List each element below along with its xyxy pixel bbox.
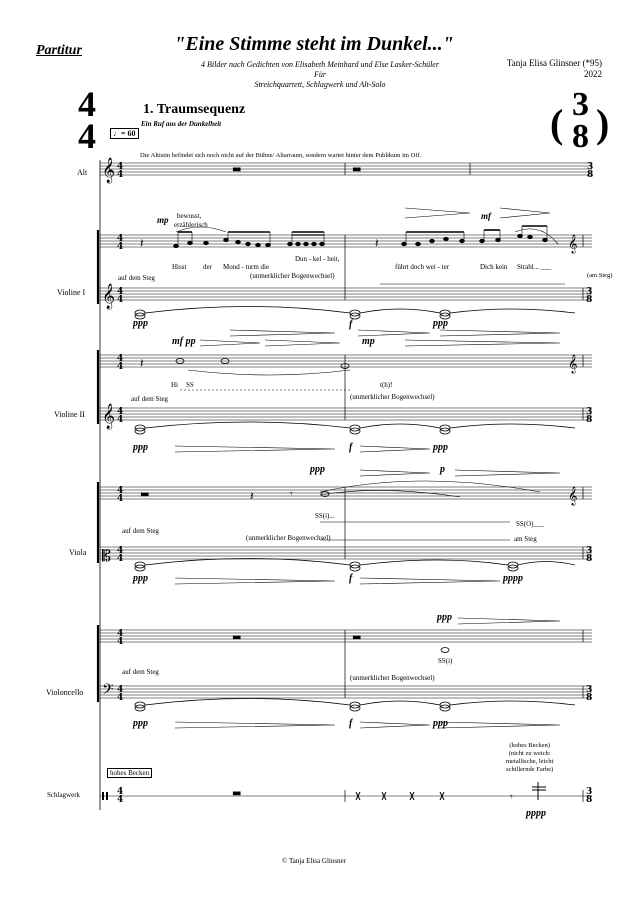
svg-text:𝄾: 𝄾 bbox=[510, 792, 513, 803]
svg-text:8: 8 bbox=[586, 415, 593, 425]
instrument-name-percussion: Schlagwerk bbox=[47, 791, 81, 799]
svg-text:▬: ▬ bbox=[140, 489, 150, 500]
alt-instruction: Die Altistin befindet sich noch nicht auf der Bühne/ Altarraum, sondern wartet hinter dem Publikum im Off. bbox=[140, 152, 422, 159]
copyright-footer: © Tanja Elisa Glinsner bbox=[282, 857, 346, 865]
cello-dyn-ppp: ppp bbox=[133, 718, 148, 729]
v2-dyn-mp: mp bbox=[362, 336, 375, 347]
v1-dyn-mp: mp bbox=[157, 215, 169, 225]
section-title: 1. Traumsequenz bbox=[143, 102, 246, 117]
v1-dyn-f: f bbox=[349, 319, 353, 330]
percussion-note-line: metallische, leicht bbox=[506, 758, 554, 765]
viola-bogen: (unmerklicher Bogenwechsel) bbox=[246, 534, 331, 542]
v1-lyric: Dun - kel - heit, bbox=[295, 255, 340, 263]
hairpins-and-slurs bbox=[175, 208, 565, 728]
instrument-name-cello: Violoncello bbox=[46, 688, 84, 697]
viola-upper-staff bbox=[100, 487, 592, 499]
svg-text:8: 8 bbox=[586, 693, 593, 703]
piece-title: "Eine Stimme steht im Dunkel..." bbox=[174, 33, 454, 55]
cello-ss: SS(i) bbox=[438, 657, 453, 665]
svg-text:8: 8 bbox=[587, 170, 594, 180]
v1-dyn-mf: mf bbox=[481, 211, 491, 221]
svg-text:𝄞: 𝄞 bbox=[568, 354, 578, 373]
v2-bogen: (unmerklicher Bogenwechsel) bbox=[350, 393, 435, 401]
viola-dyn-ppp-top: ppp bbox=[310, 464, 325, 475]
v2-lyric: SS bbox=[186, 381, 194, 389]
time-signature-denominator: 4 bbox=[78, 116, 96, 156]
v1-bogen: (unmerklicher Bogenwechsel) bbox=[250, 272, 335, 280]
svg-text:𝄞: 𝄞 bbox=[568, 234, 578, 253]
composer-name: Tanja Elisa Glinsner (*95) bbox=[506, 58, 602, 68]
svg-text:4: 4 bbox=[117, 295, 124, 305]
svg-text:4: 4 bbox=[117, 170, 124, 180]
v1-lyric: der bbox=[203, 263, 212, 271]
svg-text:3: 3 bbox=[586, 546, 593, 556]
svg-text:𝄞: 𝄞 bbox=[102, 158, 116, 183]
viola-dyn-p-top: p bbox=[440, 464, 445, 475]
instrument-name-alt: Alt bbox=[77, 168, 88, 177]
violin1-lower-staff bbox=[100, 288, 592, 300]
v2-dyn-ppp: ppp bbox=[133, 442, 148, 453]
instrument-name-violin1: Violine I bbox=[57, 288, 86, 297]
svg-text:4: 4 bbox=[117, 693, 124, 703]
clefs-and-meters bbox=[102, 157, 593, 805]
svg-text:𝄽: 𝄽 bbox=[140, 236, 144, 250]
violin1-vocal-notes bbox=[174, 226, 548, 248]
cello-upper-staff bbox=[100, 630, 592, 642]
svg-text:4: 4 bbox=[117, 486, 124, 496]
viola-am-steg: am Steg bbox=[514, 535, 537, 543]
svg-text:𝄡: 𝄡 bbox=[102, 546, 111, 565]
svg-text:8: 8 bbox=[586, 795, 593, 805]
viola-lower-staff bbox=[100, 547, 592, 559]
svg-text:4: 4 bbox=[117, 637, 124, 647]
svg-text:4: 4 bbox=[117, 629, 124, 639]
next-time-open-paren: ( bbox=[550, 101, 564, 146]
v1-lyric: Mond - turm die bbox=[223, 263, 270, 271]
instrument-name-violin2: Violine II bbox=[54, 410, 85, 419]
subtitle-line: 4 Bilder nach Gedichten von Elisabeth Meinhard und Else Lasker-Schüler bbox=[201, 60, 439, 69]
svg-text:4: 4 bbox=[117, 494, 124, 504]
svg-text:𝄞: 𝄞 bbox=[568, 486, 578, 505]
svg-text:4: 4 bbox=[117, 287, 124, 297]
alt-staff bbox=[100, 163, 592, 175]
svg-text:𝄽: 𝄽 bbox=[250, 489, 254, 503]
percussion-note-line: (hohes Becken) bbox=[509, 742, 550, 749]
viola-ss: SS(i)... bbox=[315, 512, 335, 520]
next-time-numerator: 3 bbox=[572, 86, 589, 123]
svg-text:4: 4 bbox=[117, 162, 124, 172]
svg-text:3: 3 bbox=[587, 162, 594, 172]
instrument-name-viola: Viola bbox=[69, 548, 87, 557]
cello-lower-staff bbox=[100, 686, 592, 698]
svg-text:4: 4 bbox=[117, 554, 124, 564]
svg-text:4: 4 bbox=[117, 546, 124, 556]
svg-text:▬: ▬ bbox=[352, 632, 362, 643]
svg-text:3: 3 bbox=[586, 407, 593, 417]
subtitle-line: Streichquartett, Schlagwerk und Alt-Solo bbox=[254, 80, 386, 89]
svg-text:4: 4 bbox=[117, 685, 124, 695]
v2-dyn-ppp-2: ppp bbox=[433, 442, 448, 453]
v1-steg: auf dem Steg bbox=[118, 274, 155, 282]
time-signature-numerator: 4 bbox=[78, 84, 96, 124]
svg-text:4: 4 bbox=[117, 407, 124, 417]
v1-lyric: Strahl... ___ bbox=[517, 263, 552, 271]
viola-dyn-pppp: pppp bbox=[503, 573, 523, 584]
v2-lyric: t(h)! bbox=[380, 381, 393, 389]
svg-text:3: 3 bbox=[586, 287, 593, 297]
percussion-notes bbox=[103, 782, 546, 800]
v1-lyric: Dich kein bbox=[480, 263, 508, 271]
viola-steg: auf dem Steg bbox=[122, 527, 159, 535]
viola-sso: SS(O)___ bbox=[516, 520, 545, 528]
svg-text:𝄞: 𝄞 bbox=[102, 404, 116, 429]
next-time-denominator: 8 bbox=[572, 118, 589, 155]
svg-text:3: 3 bbox=[586, 787, 593, 797]
svg-text:𝄽: 𝄽 bbox=[140, 356, 144, 370]
svg-text:▬: ▬ bbox=[232, 788, 242, 799]
percussion-instrument-box: hohes Becken bbox=[107, 768, 152, 778]
partitur-label: Partitur bbox=[36, 43, 82, 58]
percussion-dyn-pppp: pppp bbox=[526, 808, 546, 819]
svg-text:𝄢: 𝄢 bbox=[102, 681, 114, 702]
svg-text:4: 4 bbox=[117, 234, 124, 244]
svg-text:𝄞: 𝄞 bbox=[102, 284, 116, 309]
v1-lyric: führt doch wei - ter bbox=[395, 263, 450, 271]
svg-text:4: 4 bbox=[117, 795, 124, 805]
violin2-upper-staff bbox=[100, 355, 592, 367]
cello-dyn-ppp-2: ppp bbox=[433, 718, 448, 729]
svg-text:▬: ▬ bbox=[232, 164, 242, 175]
v1-dyn-ppp: ppp bbox=[133, 318, 148, 329]
v2-lyric: Hi bbox=[171, 381, 178, 389]
v1-am-steg: (am Steg) bbox=[587, 272, 613, 279]
svg-text:3: 3 bbox=[586, 685, 593, 695]
percussion-note-line: schillernde Farbe) bbox=[506, 766, 554, 773]
cello-bogen: (unmerklicher Bogenwechsel) bbox=[350, 674, 435, 682]
svg-text:4: 4 bbox=[117, 415, 124, 425]
svg-text:𝄽: 𝄽 bbox=[375, 236, 379, 250]
v2-steg: auf dem Steg bbox=[131, 395, 168, 403]
cello-dyn-ppp-top: ppp bbox=[437, 612, 452, 623]
composition-year: 2022 bbox=[584, 69, 602, 79]
svg-text:▬: ▬ bbox=[352, 164, 362, 175]
svg-text:4: 4 bbox=[117, 362, 124, 372]
violin2-lower-staff bbox=[100, 408, 592, 420]
section-subtitle: Ein Ruf aus der Dunkelheit bbox=[141, 120, 222, 128]
svg-text:4: 4 bbox=[117, 787, 124, 797]
v2-dyn-mf-pp: mf pp bbox=[172, 336, 196, 347]
v1-lyric: Hisst bbox=[172, 263, 187, 271]
subtitle-line: Für bbox=[314, 70, 326, 79]
viola-dyn-f: f bbox=[349, 573, 353, 584]
svg-text:8: 8 bbox=[586, 554, 593, 564]
svg-text:▬: ▬ bbox=[232, 632, 242, 643]
cello-steg: auf dem Steg bbox=[122, 668, 159, 676]
v1-expression: bewusst, bbox=[177, 212, 202, 220]
cello-dyn-f: f bbox=[349, 718, 353, 729]
tempo-marking: ♩= 60 bbox=[110, 128, 139, 139]
v1-dyn-ppp-2: ppp bbox=[433, 318, 448, 329]
v1-expression-2: erzählerisch bbox=[174, 221, 208, 229]
percussion-rests bbox=[510, 792, 513, 803]
svg-text:𝄾: 𝄾 bbox=[290, 489, 293, 500]
percussion-note-line: (nicht zu weich: bbox=[508, 750, 551, 757]
v2-dyn-f: f bbox=[349, 442, 353, 453]
svg-text:4: 4 bbox=[117, 242, 124, 252]
svg-text:8: 8 bbox=[586, 295, 593, 305]
svg-text:4: 4 bbox=[117, 354, 124, 364]
next-time-close-paren: ) bbox=[596, 101, 610, 146]
viola-dyn-ppp: ppp bbox=[133, 573, 148, 584]
